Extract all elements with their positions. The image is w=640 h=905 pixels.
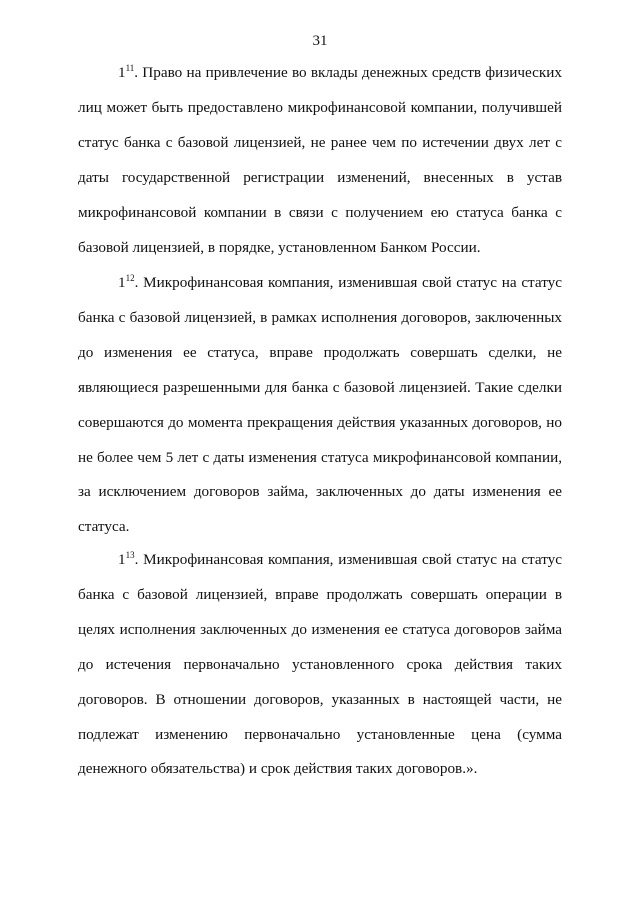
paragraph-superscript: 12 (125, 273, 135, 283)
document-body-3 (78, 543, 562, 787)
document-body-2 (78, 266, 562, 545)
page-number: 31 (312, 33, 328, 49)
paragraph-superscript: 11 (125, 63, 135, 73)
paragraph-superscript: 13 (125, 550, 135, 560)
paragraph-number: 1 (118, 274, 126, 291)
paragraph-number: 1 (118, 551, 126, 568)
paragraph-text: . Право на привлечение во вклады денежных средств физических лиц может быть предоставлено микрофинансовой компании, получившей статус банка с базовой лицензией, не ранее чем по истечении двух лет с даты государственной регистрации изменений, внесенных в устав микрофинансовой компании в связи с получением ею статуса банка с базовой лицензией, в порядке, установленном Банком России. (78, 64, 562, 256)
paragraph-1-13 (78, 543, 562, 787)
paragraph-1-11 (78, 56, 562, 265)
paragraph-text: . Микрофинансовая компания, изменившая свой статус на статус банка с базовой лицензией, вправе продолжать совершать операции в целях исполнения заключенных до изменения ее статуса договоров займа до истечения первоначально установленного срока действия таких договоров. В отношении договоров, указанных в настоящей части, не подлежат изменению первоначально установленные цена (сумма денежного обязательства) и срок действия таких договоров.». (78, 551, 562, 778)
document-body (78, 56, 562, 265)
paragraph-1-12 (78, 266, 562, 545)
paragraph-text: . Микрофинансовая компания, изменившая свой статус на статус банка с базовой лицензией, в рамках исполнения договоров, заключенных до изменения ее статуса, вправе продолжать совершать сделки, не являющиеся разрешенными для банка с базовой лицензией. Такие сделки совершаются до момента прекращения действия указанных договоров, но не более чем 5 лет с даты изменения статуса микрофинансовой компании, за исключением договоров займа, заключенных до даты изменения ее статуса. (78, 274, 562, 536)
paragraph-number: 1 (118, 64, 126, 81)
